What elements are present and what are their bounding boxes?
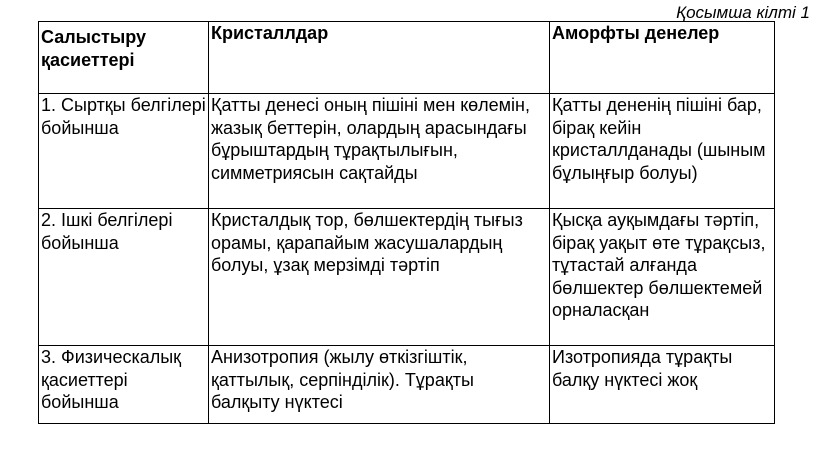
row-amorphous-cell: Изотропияда тұрақты балқу нүктесі жоқ	[550, 346, 775, 424]
header-properties: Салыстыру қасиеттері	[39, 22, 209, 94]
table-row	[39, 94, 775, 209]
row-property-cell: 3. Физическалық қасиеттері бойынша	[39, 346, 209, 424]
table-row	[39, 209, 775, 346]
row-amorphous-cell: Қатты дененің пішіні бар, бірақ кейін кристаллданады (шыным бұлыңғыр болуы)	[550, 94, 775, 209]
comparison-table	[38, 21, 775, 424]
row-property-cell: 1. Сыртқы белгілері бойынша	[39, 94, 209, 209]
row-crystals-cell: Кристалдық тор, бөлшектердің тығыз орамы, қарапайым жасушалардың болуы, ұзақ мерзімді тәртіп	[209, 209, 550, 346]
row-amorphous-cell: Қысқа ауқымдағы тәртіп, бірақ уақыт өте тұрақсыз, тұтастай алғанда бөлшектер бөлшектемей орналасқан	[550, 209, 775, 346]
table-header-row	[39, 22, 775, 94]
table-row	[39, 346, 775, 424]
row-property-cell: 2. Ішкі белгілері бойынша	[39, 209, 209, 346]
appendix-label: Қосымша кілті 1	[676, 3, 810, 22]
header-amorphous: Аморфты денелер	[550, 22, 775, 94]
header-crystals: Кристаллдар	[209, 22, 550, 94]
row-crystals-cell: Қатты денесі оның пішіні мен көлемін, жазық беттерін, олардың арасындағы бұрыштардың тұрақтылығын, симметриясын сақтайды	[209, 94, 550, 209]
row-crystals-cell: Анизотропия (жылу өткізгіштік, қаттылық, серпінділік). Тұрақты балқыту нүктесі	[209, 346, 550, 424]
